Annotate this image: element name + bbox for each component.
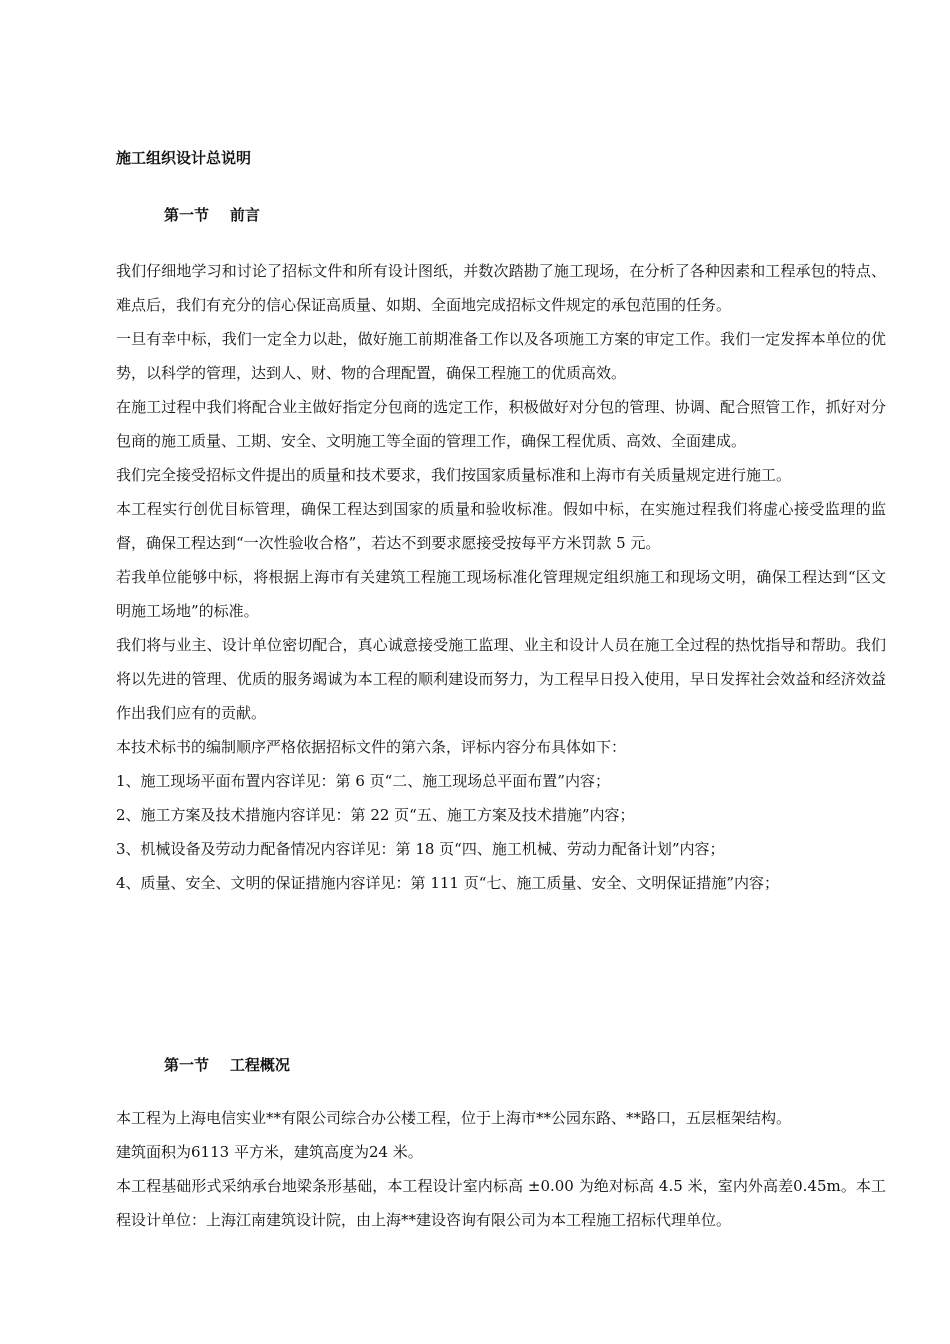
paragraph: 我们完全接受招标文件提出的质量和技术要求，我们按国家质量标准和上海市有关质量规定进行施工。 (116, 466, 792, 484)
paragraph: 本技术标书的编制顺序严格依据招标文件的第六条，评标内容分布具体如下： (116, 738, 627, 756)
paragraph: 我们将与业主、设计单位密切配合，真心诚意接受施工监理、业主和设计人员在施工全过程的热忱指导和帮助。我们将以先进的管理、优质的服务竭诚为本工程的顺利建设而努力，为工程早日投入使用，早日发挥社会效益和经济效益作出我们应有的贡献。 (116, 636, 886, 722)
list-item: 1、施工现场平面布置内容详见：第 6 页“二、施工现场总平面布置”内容； (116, 772, 610, 790)
document-title: 施工组织设计总说明 (116, 149, 252, 167)
paragraph: 若我单位能够中标，将根据上海市有关建筑工程施工现场标准化管理规定组织施工和现场文明，确保工程达到“区文明施工场地”的标准。 (116, 568, 886, 620)
paragraph: 在施工过程中我们将配合业主做好指定分包商的选定工作，积极做好对分包的管理、协调、配合照管工作，抓好对分包商的施工质量、工期、安全、文明施工等全面的管理工作，确保工程优质、高效、全面建成。 (116, 398, 886, 450)
section-heading-overview: 第一节 工程概况 (164, 1056, 290, 1074)
list-item: 2、施工方案及技术措施内容详见：第 22 页“五、施工方案及技术措施”内容； (116, 806, 635, 824)
paragraph: 本工程为上海电信实业**有限公司综合办公楼工程，位于上海市**公园东路、**路口，五层框架结构。 (116, 1109, 792, 1127)
list-item: 3、机械设备及劳动力配备情况内容详见：第 18 页“四、施工机械、劳动力配备计划”内容； (116, 840, 725, 858)
preface-body (116, 254, 886, 900)
paragraph: 建筑面积为6113 平方米，建筑高度为24 米。 (116, 1143, 423, 1161)
overview-body (116, 1101, 886, 1237)
section-heading-preface: 第一节 前言 (164, 206, 260, 224)
paragraph: 我们仔细地学习和讨论了招标文件和所有设计图纸，并数次踏勘了施工现场，在分析了各种因素和工程承包的特点、难点后，我们有充分的信心保证高质量、如期、全面地完成招标文件规定的承包范围的任务。 (116, 262, 886, 314)
list-item: 4、质量、安全、文明的保证措施内容详见：第 111 页“七、施工质量、安全、文明保证措施”内容； (116, 874, 780, 892)
paragraph: 本工程基础形式采纳承台地梁条形基础，本工程设计室内标高 ±0.00 为绝对标高 4.5 米，室内外高差0.45m。本工程设计单位：上海江南建筑设计院，由上海**建设咨询有限公司为本工程施工招标代理单位。 (116, 1177, 886, 1229)
paragraph: 一旦有幸中标，我们一定全力以赴，做好施工前期准备工作以及各项施工方案的审定工作。我们一定发挥本单位的优势，以科学的管理，达到人、财、物的合理配置，确保工程施工的优质高效。 (116, 330, 886, 382)
paragraph: 本工程实行创优目标管理，确保工程达到国家的质量和验收标准。假如中标，在实施过程我们将虚心接受监理的监督，确保工程达到“一次性验收合格”，若达不到要求愿接受按每平方米罚款 5 元。 (116, 500, 886, 552)
